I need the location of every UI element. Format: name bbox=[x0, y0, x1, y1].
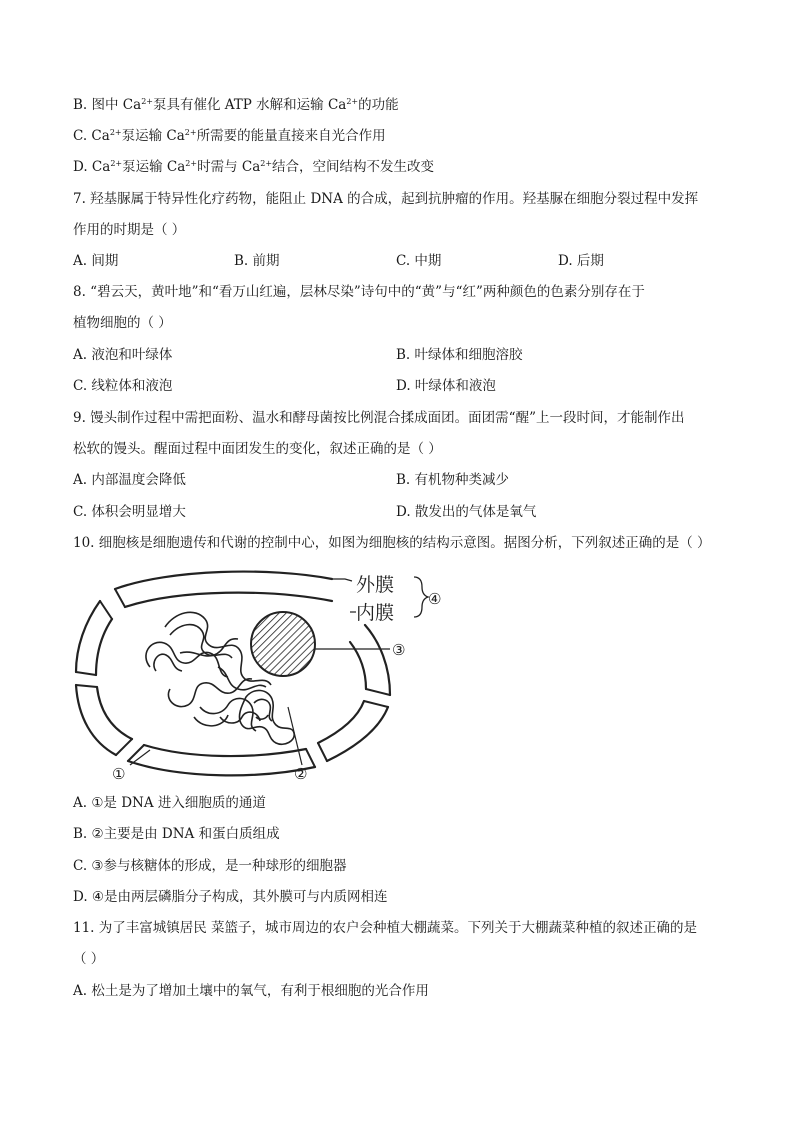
q6-c-sup2: 2+ bbox=[184, 128, 197, 137]
q6-b-pre: B. 图中 Ca bbox=[73, 97, 142, 113]
q8-option-c: C. 线粒体和液泡 bbox=[73, 378, 173, 394]
q11-stem-line1: 11. 为了丰富城镇居民 菜篮子，城市周边的农户会种植大棚蔬菜。下列关于大棚蔬菜种植的叙述正确的是 bbox=[73, 920, 698, 936]
q6-c-pre: C. Ca bbox=[73, 128, 110, 144]
q6-d-pre: D. Ca bbox=[73, 159, 111, 175]
q6-d-post: 结合，空间结构不发生改变 bbox=[272, 159, 435, 175]
q6-b-post: 的功能 bbox=[358, 97, 399, 113]
q9-stem-line1: 9. 馒头制作过程中需把面粉、温水和酵母菌按比例混合揉成面团。面团需“醒”上一段时间，才能制作出 bbox=[73, 410, 685, 426]
q6-option-c bbox=[73, 127, 386, 145]
q10-option-c: C. ③参与核糖体的形成，是一种球形的细胞器 bbox=[73, 858, 347, 874]
q6-d-mid2: 时需与 Ca bbox=[197, 159, 261, 175]
outer-membrane-label: 外膜 bbox=[356, 574, 395, 596]
q9-option-c: C. 体积会明显增大 bbox=[73, 504, 186, 520]
q8-stem-line1: 8. “碧云天，黄叶地”和“看万山红遍，层林尽染”诗句中的“黄”与“红”两种颜色的色素分别存在于 bbox=[73, 284, 645, 300]
q6-d-sup3: 2+ bbox=[260, 159, 273, 168]
q11-option-a: A. 松土是为了增加土壤中的氧气，有利于根细胞的光合作用 bbox=[73, 983, 429, 999]
q10-option-d: D. ④是由两层磷脂分子构成，其外膜可与内质网相连 bbox=[73, 889, 388, 905]
q6-option-b bbox=[73, 96, 399, 114]
nucleolus-region bbox=[239, 690, 294, 744]
inner-membrane-label: 内膜 bbox=[356, 602, 395, 624]
q10-stem: 10. 细胞核是细胞遗传和代谢的控制中心，如图为细胞核的结构示意图。据图分析，下列叙述正确的是（ ） bbox=[73, 535, 711, 551]
chromatin bbox=[146, 612, 271, 731]
q9-option-a: A. 内部温度会降低 bbox=[73, 472, 186, 488]
q11-stem-line2: （ ） bbox=[73, 951, 105, 967]
q6-option-d bbox=[73, 158, 434, 176]
q9-option-b: B. 有机物种类减少 bbox=[396, 472, 510, 488]
q6-c-mid: 泵运输 Ca bbox=[121, 128, 185, 144]
q7-option-b: B. 前期 bbox=[234, 253, 280, 269]
label-3: ③ bbox=[392, 641, 406, 659]
q6-d-mid: 泵运输 Ca bbox=[122, 159, 186, 175]
q8-option-d: D. 叶绿体和液泡 bbox=[396, 378, 496, 394]
q8-option-b: B. 叶绿体和细胞溶胶 bbox=[396, 347, 523, 363]
label-4: ④ bbox=[428, 590, 442, 608]
q9-stem-line2: 松软的馒头。醒面过程中面团发生的变化，叙述正确的是（ ） bbox=[73, 441, 442, 457]
q10-option-b: B. ②主要是由 DNA 和蛋白质组成 bbox=[73, 826, 280, 842]
hatched-circle bbox=[251, 612, 315, 676]
q6-c-sup1: 2+ bbox=[109, 128, 122, 137]
q7-stem-line1: 7. 羟基脲属于特异性化疗药物，能阻止 DNA 的合成，起到抗肿瘤的作用。羟基脲在细胞分裂过程中发挥 bbox=[73, 191, 699, 207]
q6-d-sup2: 2+ bbox=[185, 159, 198, 168]
q6-b-sup2: 2+ bbox=[346, 97, 359, 106]
q8-stem-line2: 植物细胞的（ ） bbox=[73, 315, 172, 331]
q6-c-post: 所需要的能量直接来自光合作用 bbox=[196, 128, 386, 144]
inner-membrane bbox=[96, 593, 366, 756]
label-1: ① bbox=[112, 765, 126, 783]
q7-stem-line2: 作用的时期是（ ） bbox=[73, 222, 186, 238]
q10-option-a: A. ①是 DNA 进入细胞质的通道 bbox=[73, 795, 266, 811]
q6-d-sup1: 2+ bbox=[110, 159, 123, 168]
q7-option-d: D. 后期 bbox=[558, 253, 604, 269]
q6-b-mid: 泵具有催化 ATP 水解和运输 Ca bbox=[152, 97, 347, 113]
q6-b-sup1: 2+ bbox=[141, 97, 153, 106]
q7-option-c: C. 中期 bbox=[396, 253, 442, 269]
label-2: ② bbox=[294, 765, 308, 783]
q8-option-a: A. 液泡和叶绿体 bbox=[73, 347, 173, 363]
nucleus-diagram bbox=[70, 567, 450, 789]
q7-option-a: A. 间期 bbox=[73, 253, 119, 269]
q9-option-d: D. 散发出的气体是氧气 bbox=[396, 504, 537, 520]
